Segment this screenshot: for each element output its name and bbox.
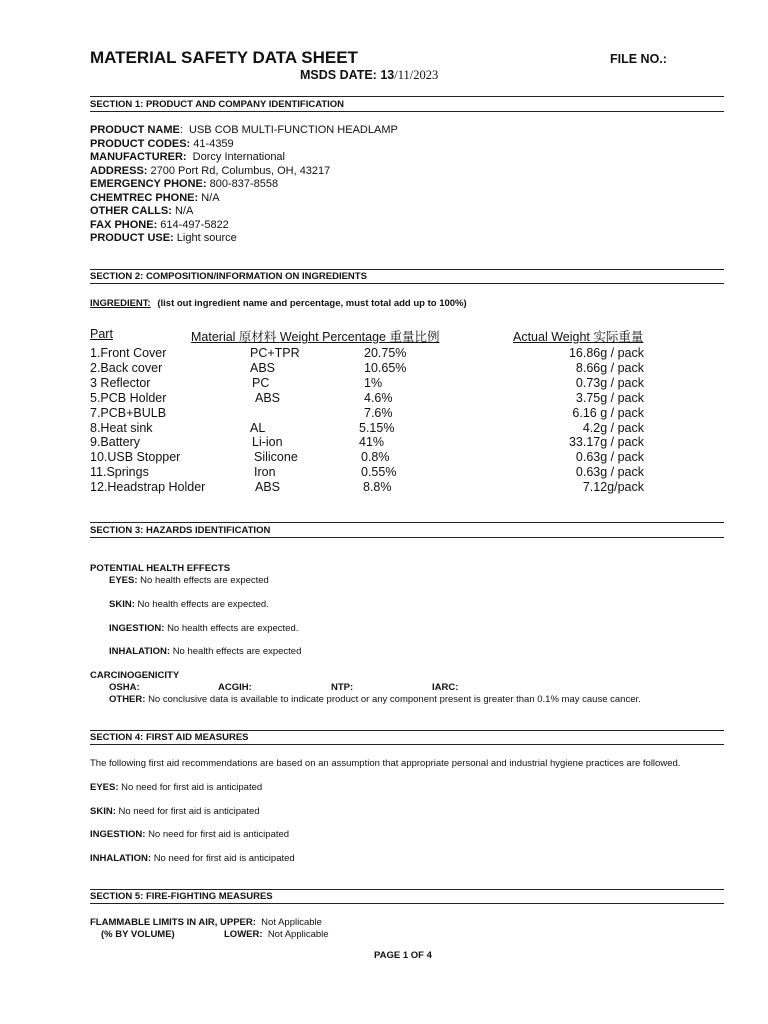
- product-field-label: CHEMTREC PHONE:: [90, 191, 199, 204]
- eyes-label: EYES:: [90, 782, 119, 793]
- material-cell: Li-ion: [252, 435, 283, 450]
- part-cell: 9.Battery: [90, 435, 141, 450]
- divider: [90, 744, 724, 745]
- carcinogenicity-heading: CARCINOGENICITY: [90, 670, 180, 681]
- skin-text: No health effects are expected.: [137, 599, 269, 610]
- divider: [90, 730, 724, 731]
- product-field-label: MANUFACTURER:: [90, 151, 187, 163]
- msds-date-day: 13: [380, 68, 395, 82]
- product-field-value: Light source: [176, 232, 237, 244]
- product-field-value: Dorcy International: [192, 151, 285, 163]
- material-header-text: Material 原材料: [191, 330, 277, 344]
- product-field: [90, 138, 234, 150]
- section3-heading: SECTION 3: HAZARDS IDENTIFICATION: [90, 525, 271, 536]
- inhalation-text: No health effects are expected: [172, 646, 302, 657]
- product-field: [90, 219, 229, 231]
- flammable-label: FLAMMABLE LIMITS IN AIR, UPPER:: [90, 917, 256, 928]
- other-label: OTHER:: [109, 694, 146, 705]
- product-field-value: 41-4359: [193, 137, 234, 150]
- section1-heading: SECTION 1: PRODUCT AND COMPANY IDENTIFICATION: [90, 99, 345, 110]
- inhalation-effect: [109, 646, 301, 657]
- part-cell: 2.Back cover: [90, 360, 163, 375]
- divider: [90, 903, 724, 904]
- flammable-lower: [224, 929, 329, 940]
- health-effects-heading: POTENTIAL HEALTH EFFECTS: [90, 563, 231, 574]
- divider: [90, 522, 724, 523]
- eyes-effect: [109, 575, 269, 586]
- product-field-label: PRODUCT NAME: [90, 124, 180, 136]
- page-number: PAGE 1 OF 4: [374, 950, 432, 961]
- part-cell: 7.PCB+BULB: [90, 405, 167, 420]
- first-aid-inhalation: [90, 853, 295, 864]
- weight-pct-header-text: Weight Percentage 重量比例: [279, 330, 440, 344]
- first-aid-eyes: [90, 782, 262, 793]
- iarc-label: IARC:: [432, 682, 459, 693]
- divider: [90, 283, 724, 284]
- actual-weight-cell: 7.12g/pack: [582, 480, 644, 495]
- product-field-value: 800-837-8558: [209, 178, 279, 190]
- material-cell: ABS: [255, 390, 281, 405]
- part-cell: 8.Heat sink: [90, 420, 153, 435]
- table-header-material: [191, 327, 439, 345]
- actual-weight-cell: 33.17g / pack: [568, 435, 644, 450]
- document-title: MATERIAL SAFETY DATA SHEET: [90, 48, 358, 67]
- part-cell: 3 Reflector: [90, 375, 151, 390]
- by-volume-label: (% BY VOLUME): [101, 929, 175, 940]
- inhalation-label: INHALATION:: [90, 853, 152, 864]
- actual-weight-cell: 8.66g / pack: [575, 360, 644, 375]
- ingestion-label: INGESTION:: [109, 623, 165, 634]
- inhalation-text: No need for first aid is anticipated: [153, 853, 295, 864]
- material-cell: PC: [252, 375, 270, 390]
- product-field: [90, 205, 193, 217]
- msds-date-rest: /11/2023: [394, 68, 439, 82]
- product-field-label: FAX PHONE:: [90, 218, 158, 231]
- flammable-lower-value: Not Applicable: [267, 929, 329, 940]
- ingestion-label: INGESTION:: [90, 829, 146, 840]
- divider: [90, 111, 724, 112]
- other-carc: [109, 694, 641, 705]
- product-field-label: PRODUCT CODES:: [90, 137, 191, 150]
- flammable-upper: [90, 917, 322, 928]
- percentage-cell: 5.15%: [359, 420, 395, 435]
- material-cell: PC+TPR: [250, 346, 300, 360]
- section2-heading: SECTION 2: COMPOSITION/INFORMATION ON INGREDIENTS: [90, 271, 367, 282]
- msds-date-label: MSDS DATE:: [300, 68, 377, 82]
- msds-date: [300, 68, 438, 83]
- ingredient-label: INGREDIENT:: [90, 298, 151, 309]
- percentage-cell: 7.6%: [364, 405, 393, 420]
- product-field: [90, 192, 220, 204]
- actual-weight-cell: 0.63g / pack: [575, 450, 644, 465]
- product-field-value: USB COB MULTI-FUNCTION HEADLAMP: [189, 124, 398, 136]
- flammable-upper-value: Not Applicable: [261, 917, 322, 928]
- product-field: [90, 124, 398, 136]
- product-field-label: EMERGENCY PHONE:: [90, 178, 207, 190]
- part-cell: 12.Headstrap Holder: [90, 480, 206, 495]
- actual-weight-cell: 3.75g / pack: [575, 390, 644, 405]
- product-field-value: 614-497-5822: [160, 218, 229, 231]
- ingestion-text: No health effects are expected.: [167, 623, 299, 634]
- percentage-cell: 20.75%: [364, 346, 407, 360]
- product-field: [90, 165, 330, 177]
- first-aid-skin: [90, 806, 260, 817]
- product-field-value: 2700 Port Rd, Columbus, OH, 43217: [150, 164, 331, 177]
- skin-text: No need for first aid is anticipated: [118, 806, 260, 817]
- osha-label: OSHA:: [109, 682, 140, 693]
- product-field-label: OTHER CALLS:: [90, 205, 172, 217]
- section4-heading: SECTION 4: FIRST AID MEASURES: [90, 732, 249, 743]
- actual-weight-cell: 16.86g / pack: [568, 346, 644, 360]
- file-no-label: FILE NO.:: [610, 52, 667, 66]
- product-field-separator: :: [179, 124, 190, 136]
- eyes-label: EYES:: [109, 575, 138, 586]
- ingredient-note: (list out ingredient name and percentage, must total add up to 100%): [157, 298, 467, 309]
- actual-weight-cell: 4.2g / pack: [582, 420, 644, 435]
- actual-weight-cell: 6.16 g / pack: [572, 405, 644, 420]
- eyes-text: No need for first aid is anticipated: [121, 782, 263, 793]
- table-header-actual-weight: Actual Weight 实际重量: [513, 330, 644, 344]
- part-cell: 1.Front Cover: [90, 346, 167, 360]
- percentage-cell: 0.8%: [361, 450, 390, 465]
- skin-effect: [109, 599, 269, 610]
- inhalation-label: INHALATION:: [109, 646, 171, 657]
- product-field: [90, 151, 285, 163]
- divider: [90, 269, 724, 270]
- acgih-label: ACGIH:: [218, 682, 252, 693]
- lower-label: LOWER:: [224, 929, 263, 940]
- part-cell: 11.Springs: [90, 465, 149, 480]
- first-aid-intro: The following first aid recommendations are based on an assumption that appropriate personal and industrial hygiene practices are followed.: [90, 758, 681, 769]
- divider: [90, 537, 724, 538]
- percentage-cell: 10.65%: [364, 360, 407, 375]
- product-field: [90, 232, 237, 244]
- divider: [90, 889, 724, 890]
- material-cell: Silicone: [254, 450, 298, 465]
- ingestion-text: No need for first aid is anticipated: [148, 829, 290, 840]
- material-cell: Iron: [254, 465, 276, 480]
- first-aid-ingestion: [90, 829, 289, 840]
- section5-heading: SECTION 5: FIRE-FIGHTING MEASURES: [90, 891, 273, 902]
- percentage-cell: 1%: [364, 375, 383, 390]
- ntp-label: NTP:: [331, 682, 354, 693]
- ingestion-effect: [109, 623, 298, 634]
- eyes-text: No health effects are expected: [140, 575, 269, 586]
- percentage-cell: 41%: [359, 435, 385, 450]
- material-cell: ABS: [255, 480, 281, 495]
- product-field-value: N/A: [174, 205, 194, 217]
- other-text: No conclusive data is available to indicate product or any component present is greater than 0.1% may cause cancer.: [148, 694, 641, 705]
- part-cell: 10.USB Stopper: [90, 450, 181, 465]
- product-field: [90, 178, 278, 190]
- divider: [90, 96, 724, 97]
- percentage-cell: 8.8%: [363, 480, 392, 495]
- material-cell: AL: [250, 420, 266, 435]
- actual-weight-cell: 0.73g / pack: [575, 375, 644, 390]
- product-field-value: N/A: [201, 191, 220, 204]
- actual-weight-cell: 0.63g / pack: [575, 465, 644, 480]
- product-field-label: ADDRESS:: [90, 164, 148, 177]
- skin-label: SKIN:: [90, 806, 116, 817]
- product-field-label: PRODUCT USE:: [90, 232, 174, 244]
- part-cell: 5.PCB Holder: [90, 390, 167, 405]
- skin-label: SKIN:: [109, 599, 135, 610]
- material-cell: ABS: [250, 360, 276, 375]
- table-header-part: Part: [90, 327, 113, 341]
- percentage-cell: 4.6%: [364, 390, 393, 405]
- ingredient-line: [90, 298, 467, 309]
- percentage-cell: 0.55%: [361, 465, 397, 480]
